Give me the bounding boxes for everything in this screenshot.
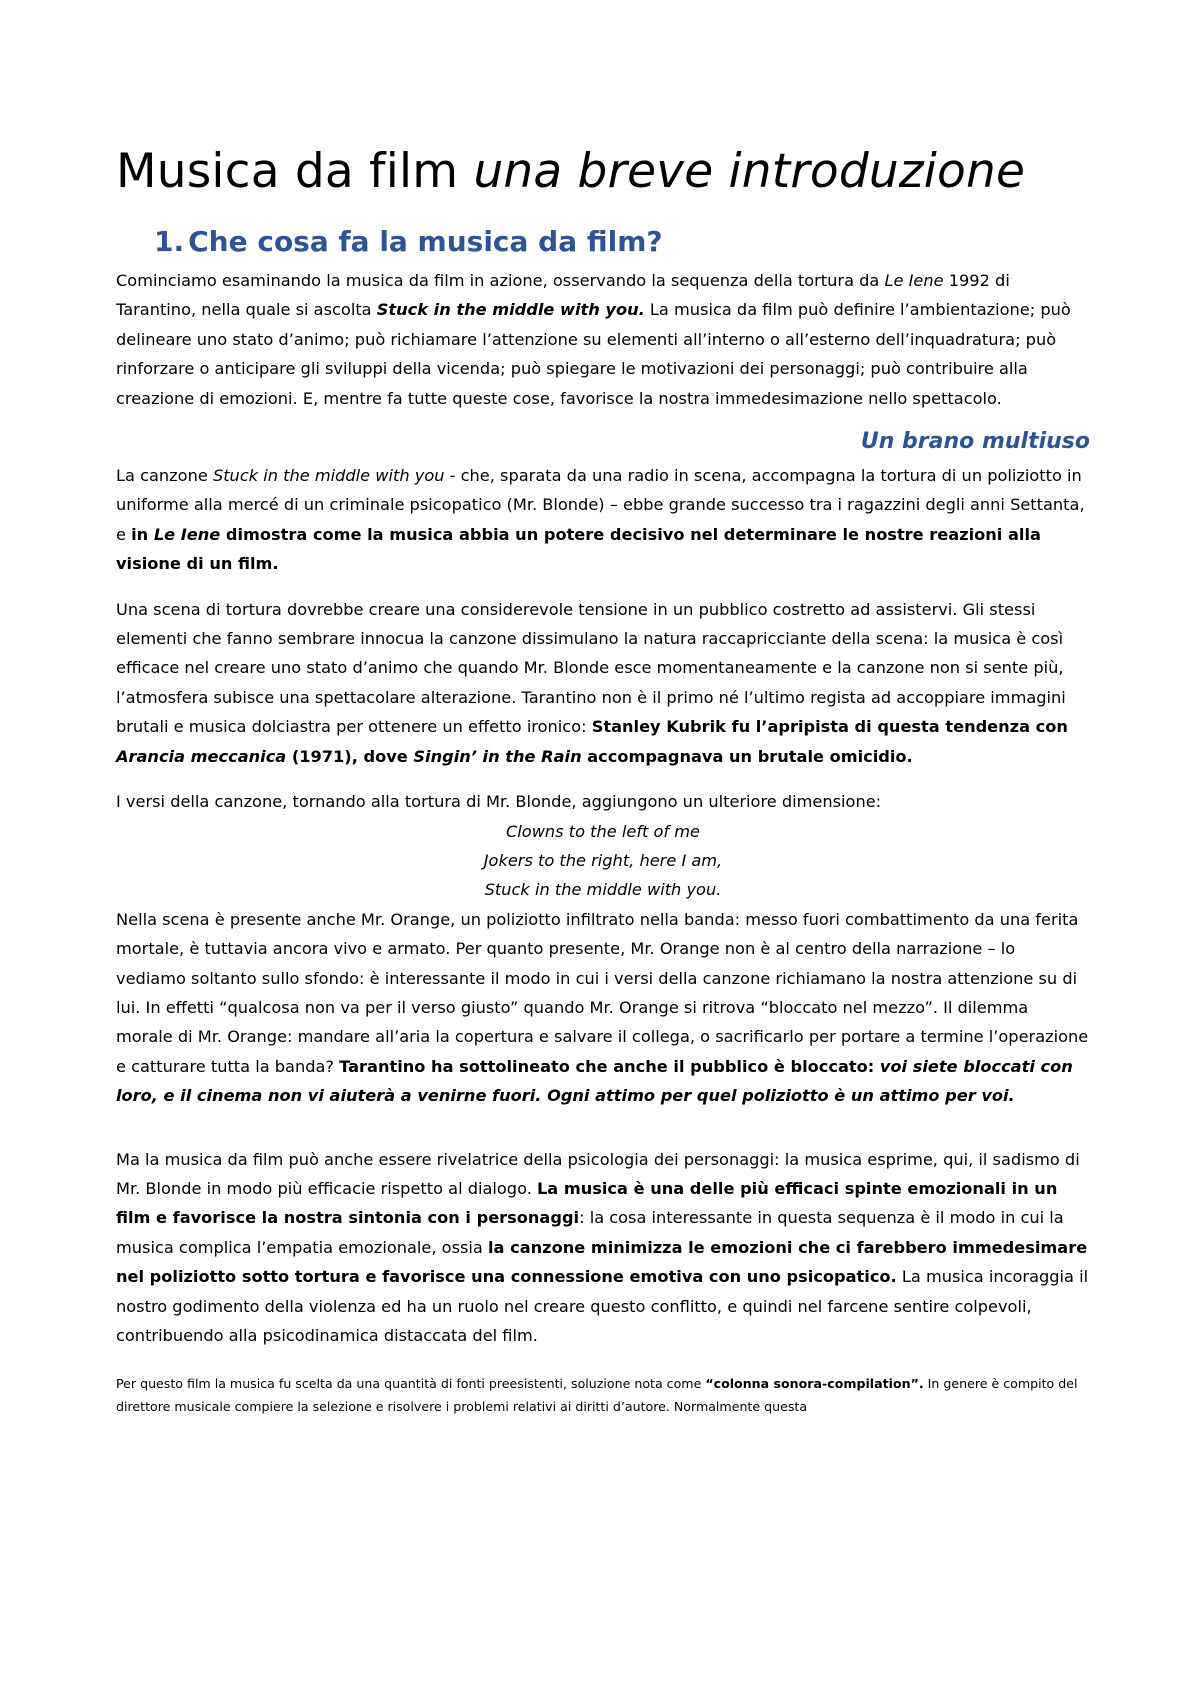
p5-text-1: Per questo film la musica fu scelta da una quantità di fonti preesistenti, soluzione nota come bbox=[116, 1376, 706, 1392]
p4-bold-1: La musica è una delle più efficaci spinte emozionali in un film e favorisce la nostra sintonia con i personaggi bbox=[116, 1178, 1058, 1228]
p4-text-2: : la cosa interessante in questa sequenza è il modo in cui la musica complica l’empatia emozionale, ossia bbox=[116, 1208, 1064, 1257]
intro-paragraph bbox=[116, 266, 1090, 413]
paragraph-4 bbox=[116, 1145, 1090, 1351]
intro-film-title: Le Iene bbox=[884, 271, 944, 290]
p1-song-title: Stuck in the middle with you bbox=[212, 466, 445, 486]
section-heading bbox=[154, 224, 1090, 260]
p1-bold-2: dimostra come la musica abbia un potere decisivo nel determinare le nostre reazioni alla visione di un film. bbox=[116, 524, 1041, 574]
paragraph-3-lead: I versi della canzone, tornando alla tortura di Mr. Blonde, aggiungono un ulteriore dimensione: bbox=[116, 792, 882, 812]
p3-bold-1: Tarantino ha sottolineato che anche il pubblico è bloccato: bbox=[339, 1056, 880, 1076]
paragraph-2 bbox=[116, 595, 1090, 771]
title-subtitle: una breve introduzione bbox=[473, 144, 1026, 199]
section-number: 1. bbox=[154, 225, 185, 258]
song-verse-3: Stuck in the middle with you. bbox=[484, 880, 722, 900]
p2-text-1: Una scena di tortura dovrebbe creare una considerevole tensione in un pubblico costretto ad assistervi. Gli stessi elementi che fanno sembrare innocua la canzone dissimulano la natura raccapricciante della scena: la musica è così efficace nel creare uno stato d’animo che quando Mr. Blonde esce momentaneamente e la canzone non si sente più, l’atmosfera subisce una spettacolare alterazione. Tarantino non è il primo né l’ultimo regista ad accoppiare immagini brutali e musica dolciastra per ottenere un effetto ironico: bbox=[116, 599, 1066, 737]
section-heading-text: Che cosa fa la musica da film? bbox=[188, 225, 663, 258]
paragraph-1 bbox=[116, 461, 1090, 579]
p2-bold-film: Arancia meccanica bbox=[116, 746, 287, 766]
p3-text-1: Nella scena è presente anche Mr. Orange, un poliziotto infiltrato nella banda: messo fuori combattimento da una ferita mortale, è tuttavia ancora vivo e armato. Per quanto presente, Mr. Orange non è al centro della narrazione – lo vediamo soltanto sullo sfondo: è interessante il modo in cui i versi della canzone richiamano la nostra attenzione su di lui. In effetti “qualcosa non va per il verso giusto” quando Mr. Orange si ritrova “bloccato nel mezzo”. Il dilemma morale di Mr. Orange: mandare all’aria la copertura e salvare il collega, o sacrificarlo per portare a termine l’operazione e catturare tutta la banda? bbox=[116, 909, 1089, 1076]
title-main: Musica da film bbox=[116, 144, 474, 199]
p1-text-2: - che, sparata da una radio in scena, accompagna la tortura di un poliziotto in uniforme alla mercé di un criminale psicopatico (Mr. Blonde) – ebbe grande successo tra i ragazzini degli anni Settanta, e bbox=[116, 466, 1085, 544]
p2-bold-1: Stanley Kubrik fu l’apripista di questa tendenza con bbox=[591, 717, 1068, 737]
p5-text-2: In genere è compito del direttore musicale compiere la selezione e risolvere i problemi relativi ai diritti d’autore. Normalmente questa bbox=[116, 1376, 1078, 1415]
subheading: Un brano multiuso bbox=[860, 429, 1090, 455]
intro-text-1: Cominciamo esaminando la musica da film in azione, osservando la sequenza della tortura da bbox=[116, 271, 885, 290]
p1-bold-film: Le Iene bbox=[153, 524, 221, 544]
p2-bold-song: Singin’ in the Rain bbox=[413, 746, 582, 766]
intro-text-3: La musica da film può definire l’ambientazione; può delineare uno stato d’animo; può richiamare l’attenzione su elementi all’interno o all’esterno dell’inquadratura; può rinforzare o anticipare gli sviluppi della vicenda; può spiegare le motivazioni dei personaggi; può contribuire alla creazione di emozioni. E, mentre fa tutte queste cose, favorisce la nostra immedesimazione nello spettacolo. bbox=[116, 300, 1071, 408]
p4-text-3: La musica incoraggia il nostro godimento della violenza ed ha un ruolo nel creare questo conflitto, e quindi nel farcene sentire colpevoli, contribuendo alla psicodinamica distaccata del film. bbox=[116, 1267, 1089, 1345]
p4-bold-2: la canzone minimizza le emozioni che ci farebbero immedesimare nel poliziotto sotto tortura e favorisce una connessione emotiva con uno psicopatico. bbox=[116, 1237, 1088, 1287]
document-title bbox=[116, 140, 1090, 204]
paragraph-5 bbox=[116, 1372, 1090, 1418]
song-verse-1: Clowns to the left of me bbox=[505, 821, 700, 841]
p3-bold-italic-1: voi siete bloccati con loro, e il cinema non vi aiuterà a venirne fuori. Ogni attimo per quel poliziotto è un attimo per voi. bbox=[116, 1056, 1073, 1106]
paragraph-3 bbox=[116, 905, 1090, 1111]
p5-bold-1: “colonna sonora-compilation”. bbox=[705, 1376, 924, 1392]
p2-bold-3: accompagnava un brutale omicidio. bbox=[581, 746, 913, 766]
p2-bold-2: (1971), dove bbox=[286, 746, 414, 766]
intro-song-title: Stuck in the middle with you. bbox=[376, 300, 645, 320]
p1-text-1: La canzone bbox=[116, 466, 213, 486]
p4-text-1: Ma la musica da film può anche essere rivelatrice della psicologia dei personaggi: la musica esprime, qui, il sadismo di Mr. Blonde in modo più efficacie rispetto al dialogo. bbox=[116, 1149, 1080, 1198]
song-verse-2: Jokers to the right, here I am, bbox=[483, 850, 723, 870]
p1-bold-1: in bbox=[131, 524, 154, 544]
intro-text-2: 1992 di Tarantino, nella quale si ascolta bbox=[116, 271, 1010, 320]
